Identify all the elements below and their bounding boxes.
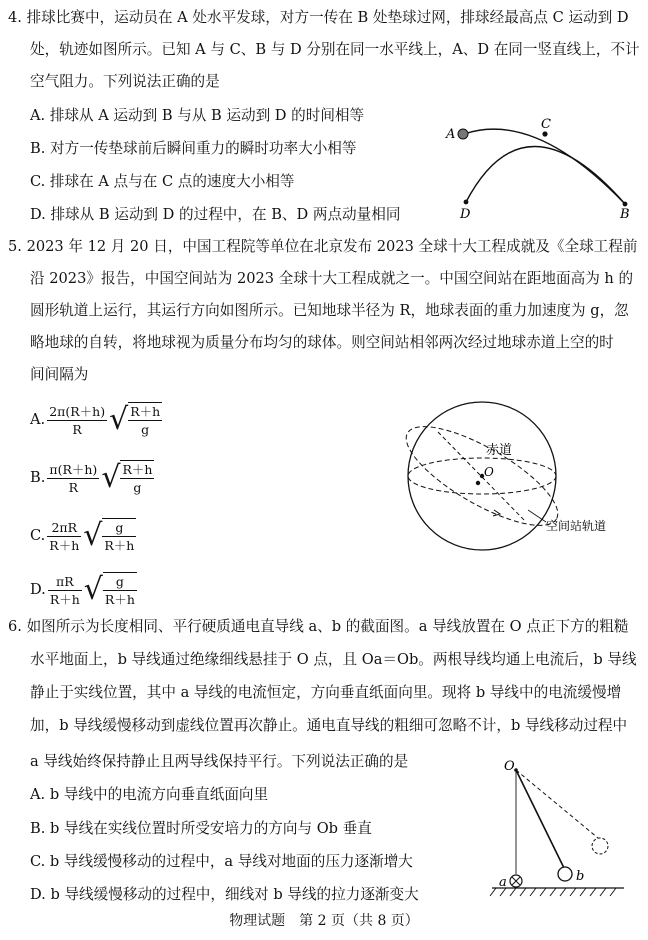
- label-a: a: [499, 875, 507, 890]
- q5-stem-line4: 略地球的自转，将地球视为质量分布均匀的球体。则空间站相邻两次经过地球赤道上空的时: [30, 334, 614, 351]
- q5-stem-line2: 沿 2023》报告，中国空间站为 2023 全球十大工程成就之一。中国空间站在距地面高为 h 的: [30, 270, 634, 287]
- q6-stem-line3: 静止于实线位置，其中 a 导线的电流恒定，方向垂直纸面向里。现将 b 导线中的电流缓慢增: [30, 684, 622, 701]
- q6-option-d: D. b 导线缓慢移动的过程中，细线对 b 导线的拉力逐渐变大: [30, 886, 419, 903]
- ball-icon: [458, 129, 468, 139]
- q4-option-c: C. 排球在 A 点与在 C 点的速度大小相等: [30, 173, 295, 190]
- numerator: 2π(R＋h): [49, 403, 106, 419]
- page-footer: 物理试题 第 2 页（共 8 页）: [229, 913, 419, 929]
- q5-earth-orbit-figure: [398, 392, 638, 572]
- numerator: πR: [48, 573, 82, 591]
- radicand-denominator: R＋h: [104, 592, 135, 607]
- denominator: R＋h: [49, 537, 80, 553]
- q4-volleyball-trajectory-figure: [440, 112, 640, 224]
- label-O: O: [504, 759, 515, 774]
- option-label: C.: [30, 527, 46, 544]
- option-label: D.: [30, 581, 46, 598]
- label-A: A: [446, 127, 456, 142]
- radicand-numerator: R＋h: [130, 404, 161, 419]
- radicand-denominator: g: [133, 480, 142, 495]
- option-label: B.: [30, 469, 46, 486]
- q6-option-c: C. b 导线缓慢移动的过程中，a 导线对地面的压力逐渐增大: [30, 853, 413, 870]
- q6-wire-figure: [488, 756, 638, 898]
- label-C: C: [541, 117, 551, 132]
- q6-stem-line1: 6. 如图所示为长度相同、平行硬质通电直导线 a、b 的截面图。a 导线放置在 O 点正下方的粗糙: [8, 618, 629, 635]
- q4-stem-line3: 空气阻力。下列说法正确的是: [30, 73, 220, 90]
- q4-option-d: D. 排球从 B 运动到 D 的过程中，在 B、D 两点动量相同: [30, 206, 401, 223]
- label-orbit: 空间站轨道: [546, 519, 607, 533]
- label-O: O: [484, 465, 494, 479]
- q6-option-b: B. b 导线在实线位置时所受安培力的方向与 Ob 垂直: [30, 820, 372, 837]
- label-D: D: [460, 207, 471, 222]
- q5-option-c: C. $\frac{2\pi R}{R+h}$ √ $\frac{g}{R+h}$: [30, 518, 135, 553]
- denominator: R: [72, 421, 82, 437]
- q4-option-a: A. 排球从 A 运动到 B 与从 B 运动到 D 的时间相等: [30, 107, 365, 124]
- label-equator: 赤道: [486, 443, 513, 458]
- q5-option-b: B. $\frac{\pi(R+h)}{R}$ √ $\frac{R+h}{g}$: [30, 460, 153, 495]
- q5-stem-line1: 5. 2023 年 12 月 20 日，中国工程院等单位在北京发布 2023 全球十大工程成就及《全球工程前: [8, 238, 638, 255]
- q5-option-d: D. $\frac{\pi R}{R+h}$ √ $\frac{g}{R+h}$: [30, 572, 135, 607]
- radicand-denominator: g: [141, 422, 150, 437]
- option-label: A.: [30, 411, 46, 428]
- numerator: 2πR: [47, 519, 81, 537]
- q4-stem-line2: 处，轨迹如图所示。已知 A 与 C、B 与 D 分别在同一水平线上，A、D 在同一竖直线上，不计: [30, 41, 640, 58]
- q5-stem-line3: 圆形轨道上运行，其运行方向如图所示。已知地球半径为 R，地球表面的重力加速度为 g，忽: [30, 302, 629, 319]
- radicand-numerator: R＋h: [122, 462, 153, 477]
- label-B: B: [620, 207, 630, 222]
- q4-stem-line1: 4. 排球比赛中，运动员在 A 处水平发球，对方一传在 B 处垫球过网，排球经最高点 C 运动到 D: [8, 9, 629, 26]
- q6-stem-line4: 加，b 导线缓慢移动到虚线位置再次静止。通电直导线的粗细可忽略不计，b 导线移动过程中: [30, 717, 628, 734]
- q5-stem-line5: 间间隔为: [30, 366, 89, 383]
- radicand-numerator: g: [102, 519, 136, 537]
- q4-option-b: B. 对方一传垫球前后瞬间重力的瞬时功率大小相等: [30, 140, 357, 157]
- label-b: b: [576, 869, 585, 884]
- q6-option-a: A. b 导线中的电流方向垂直纸面向里: [30, 786, 269, 803]
- denominator: R: [68, 479, 79, 495]
- q5-option-a: A. $\frac{2\pi(R+h)}{R}$ √ $\frac{R+h}{g}$: [30, 402, 161, 437]
- radicand-denominator: R＋h: [104, 538, 135, 553]
- q6-stem-line2: 水平地面上，b 导线通过绝缘细线悬挂于 O 点，且 Oa＝Ob。两根导线均通上电流后，b 导线: [30, 651, 637, 668]
- radicand-numerator: g: [103, 573, 137, 591]
- denominator: R＋h: [49, 591, 80, 607]
- q6-stem-line5: a 导线始终保持静止且两导线保持平行。下列说法正确的是: [30, 753, 409, 770]
- numerator: π(R＋h): [49, 461, 98, 477]
